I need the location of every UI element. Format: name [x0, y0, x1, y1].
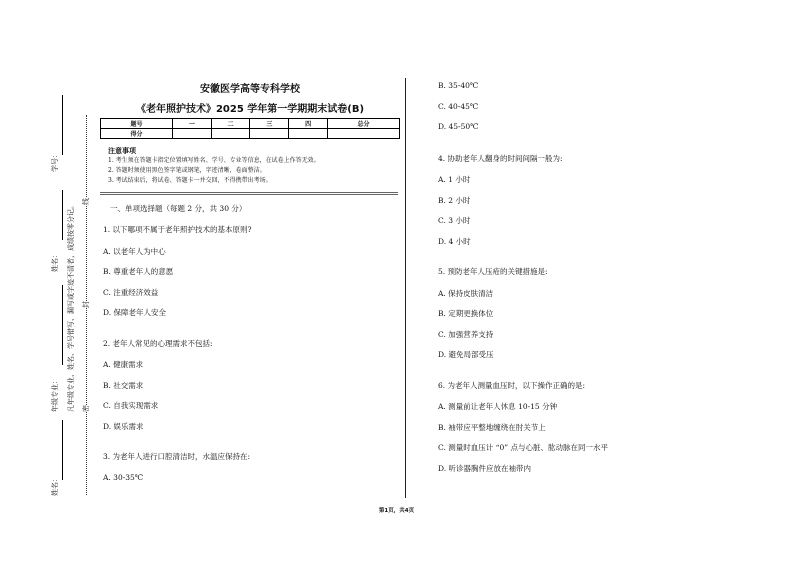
- answer-option: B. 35-40℃: [438, 81, 479, 90]
- score-header: 一: [172, 119, 211, 129]
- score-cell: [250, 129, 289, 139]
- note-item: 2. 答题时须使用黑色签字笔或钢笔，字迹清晰，卷面整洁。: [108, 167, 266, 174]
- exam-title: 《老年照护技术》2025 学年第一学期期末试卷(B): [135, 104, 365, 115]
- score-cell: [211, 129, 250, 139]
- answer-option: A. 30-35℃: [103, 472, 144, 482]
- page-footer: 第1页，共4页: [378, 508, 415, 514]
- answer-option: C. 加强营养支持: [438, 329, 494, 339]
- seal-char: 线: [82, 198, 90, 205]
- major-blank: [62, 285, 63, 365]
- major-label: 年级专业：: [51, 377, 59, 412]
- answer-option: C. 自我实现需求: [103, 401, 159, 410]
- score-cell: [172, 129, 211, 139]
- answer-option: A. 测量前让老年人休息 10-15 分钟: [438, 402, 558, 411]
- question: 6. 为老年人测量血压时，以下操作正确的是:: [438, 380, 586, 390]
- score-header: 题号: [101, 119, 173, 129]
- student-id-blank: [62, 95, 63, 155]
- name-label-2: 姓名：: [51, 475, 59, 496]
- seal-char: 密: [82, 405, 90, 412]
- name-label: 姓名：: [51, 251, 59, 272]
- question: 4. 协助老年人翻身的时间间隔一般为:: [438, 153, 563, 163]
- binding-warning: 凡年级专业、姓名、学号错写、漏写或字迹不清者，成绩按零分记。: [67, 202, 75, 412]
- answer-option: D. 听诊器胸件应放在袖带内: [438, 463, 532, 473]
- score-cell: [328, 129, 400, 139]
- note-item: 3. 考试结束后，将试卷、答题卡一并交回，不得携带出考场。: [108, 177, 272, 184]
- question: 1. 以下哪项不属于老年照护技术的基本原则?: [103, 225, 252, 234]
- score-header: 二: [211, 119, 250, 129]
- score-header: 总分: [328, 119, 400, 129]
- answer-option: A. 以老年人为中心: [103, 246, 166, 256]
- answer-option: C. 3 小时: [438, 216, 471, 225]
- answer-option: C. 注重经济效益: [103, 287, 159, 297]
- name-blank: [62, 190, 63, 240]
- score-table: [100, 118, 400, 139]
- answer-option: B. 定期更换体位: [438, 309, 494, 318]
- score-header: 三: [250, 119, 289, 129]
- answer-option: A. 保持皮肤清洁: [438, 288, 494, 298]
- question: 5. 预防老年人压疮的关键措施是:: [438, 267, 548, 276]
- answer-option: D. 娱乐需求: [103, 421, 144, 431]
- school-name: 安徽医学高等专科学校: [200, 84, 300, 95]
- question: 3. 为老年人进行口腔清洁时，水温应保持在:: [103, 452, 251, 461]
- score-cell: [289, 129, 328, 139]
- notes-heading: 注意事项: [108, 147, 136, 155]
- question: 2. 老年人常见的心理需求不包括:: [103, 338, 213, 348]
- answer-option: B. 袖带应平整地缠绕在肘关节上: [438, 422, 546, 432]
- answer-option: C. 测量时血压计 “0” 点与心脏、肱动脉在同一水平: [438, 443, 608, 452]
- divider: [100, 192, 398, 195]
- answer-option: D. 避免局部受压: [438, 350, 494, 359]
- student-id-label: 学号：: [51, 151, 59, 172]
- score-header: 四: [289, 119, 328, 129]
- answer-option: C. 40-45℃: [438, 101, 479, 111]
- answer-option: A. 健康需求: [103, 360, 144, 369]
- answer-option: D. 4 小时: [438, 236, 471, 246]
- answer-option: B. 2 小时: [438, 195, 471, 205]
- answer-option: D. 45-50℃: [438, 122, 479, 131]
- exam-notes: [108, 146, 320, 186]
- name-blank-2: [62, 420, 63, 480]
- answer-option: D. 保障老年人安全: [103, 308, 167, 317]
- seal-char: 封: [82, 301, 90, 308]
- score-row-label: 得分: [101, 129, 173, 139]
- column-divider: [405, 78, 406, 498]
- answer-option: B. 社交需求: [103, 380, 144, 390]
- answer-option: A. 1 小时: [438, 175, 471, 184]
- note-item: 1. 考生须在答题卡指定位置填写姓名、学号、专业等信息，在试卷上作答无效。: [108, 157, 320, 164]
- section-heading: 一、单项选择题（每题 2 分，共 30 分）: [110, 204, 247, 213]
- answer-option: B. 尊重老年人的意愿: [103, 267, 174, 276]
